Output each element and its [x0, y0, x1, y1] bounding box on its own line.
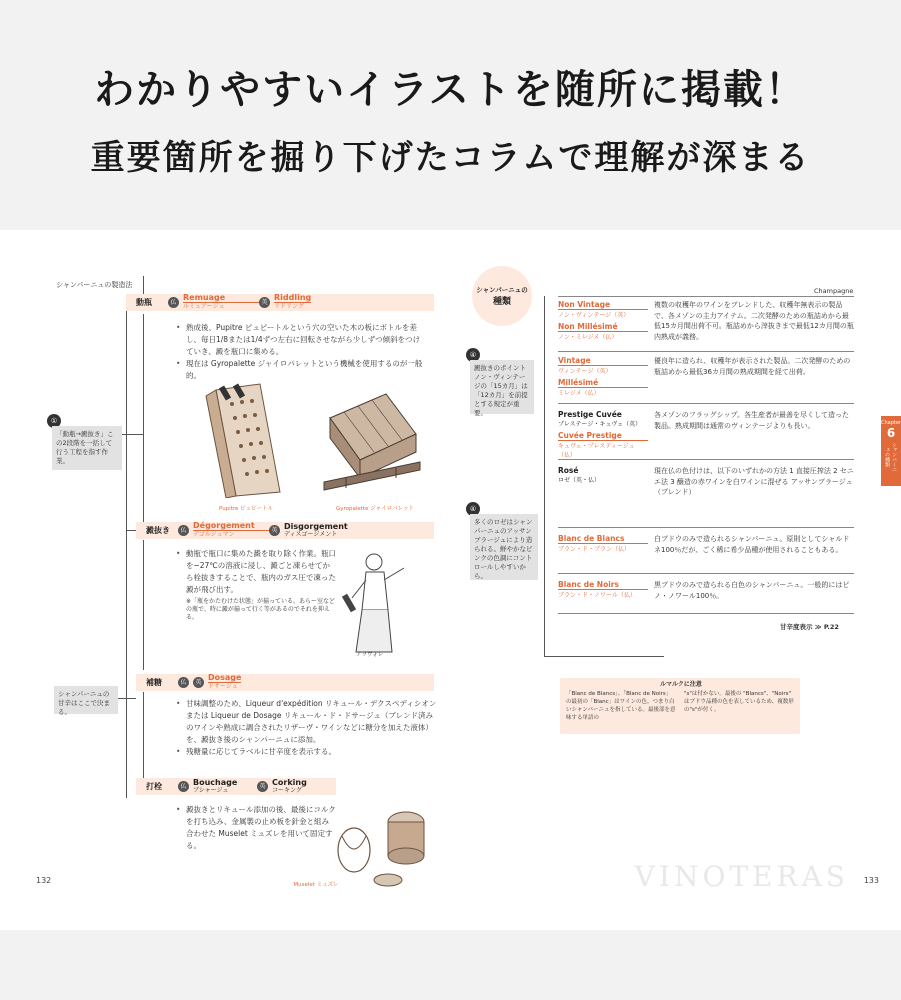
type-row-blanc-de-noirs: Blanc de Noirs ブラン・ド・ノワール（仏） 黒ブドウのみで造られる白色のシャンパーニュ。一般的にはピノ・ノワール100％。 [558, 580, 854, 614]
step-dosage-bullets: • 甘味調整のため、Liqueur d'expédition リキュール・デクスペディシオンまたは Liqueur de Dosage リキュール・ド・ドサージュ（ブレンド済みのワインや熟成に調合されたリザーヴ・ワインなどに糖分を加えた液体）を、澱抜き後のシャンパーニュに添加。 • 残糖量に応じてラベルに甘辛度を表示する。 [176, 698, 438, 758]
note-box-right-2: 多くのロゼはシャンパーニュのアッサンブラージュにより造られる。鮮やかなピンクの色調にコントロールしやすいから。 [470, 514, 538, 580]
lang-en-badge: 英 [259, 297, 270, 308]
step-remuage [126, 294, 434, 311]
caption-alavolee: アラヴォレ [356, 652, 384, 658]
note-connector [118, 698, 136, 699]
types-circle: シャンパーニュの 種類 [472, 266, 532, 326]
column-left-text: 「Blanc de Blancs」、「Blanc de Noirs」の最初の「Blanc」はワインの色。つまり白いシャンパーニュを指している。最後部を意味する単語の [566, 691, 676, 721]
note-box-right-1: 澱抜きのポイント ノン・ヴィンテージの「15カ月」は「12カ月」を前提とする規定が重要。 [470, 360, 534, 414]
caption-muselet: Muselet ミュズレ [293, 882, 339, 888]
gyropalette-illustration [316, 388, 426, 496]
step-dosage: 補糖 仏 英 Dosage ドサージュ [136, 674, 434, 691]
lang-fr-badge: 仏 [168, 297, 179, 308]
step-remuage-bullets [176, 322, 426, 382]
header-rule [558, 296, 854, 297]
page-number-right: 133 [863, 876, 879, 885]
pupitre-illustration [196, 382, 286, 498]
note-number-right-1: ④ [466, 348, 480, 362]
step-name: 動瓶 [136, 298, 152, 307]
column-box [560, 678, 800, 734]
left-page-header: シャンパーニュの製造法 [56, 281, 133, 289]
right-page [450, 230, 901, 930]
book-spread [0, 230, 901, 930]
note-number-right-2: ④ [466, 502, 480, 516]
column-right-text: "s"は付かない。最後の "Blancs"、"Noirs" はブドウ品種の色を表しているため、複数形の"s"が付く。 [684, 691, 794, 713]
type-row-nonvintage: Non Vintage ノン・ヴィンテージ（英） Non Millésimé ノン・ミレジメ（仏） 複数の収穫年のワインをブレンドした、収穫年無表示の製品で、各メゾンの主力アイテム。二次発酵のための瓶詰めから最低15カ月間出荷不可。瓶詰めから滓抜きまで最低12カ月間の瓶内熟成が義務。 [558, 300, 854, 352]
right-page-header: Champagne [814, 287, 854, 295]
step-degorgement: 澱抜き 仏 Dégorgement デゴルジュマン 英 Disgorgement ディスゴージメント [136, 522, 434, 539]
column-connector [544, 656, 664, 657]
type-row-vintage: Vintage ヴィンテージ（英） Millésimé ミレジメ（仏） 優良年に造られ、収穫年が表示された製品。二次発酵のための瓶詰めから最低36カ月間の熟成期間を経て出荷。 [558, 356, 854, 404]
type-row-prestige: Prestige Cuvée プレステージ・キュヴェ（英） Cuvée Prestige キュヴェ・プレスティージュ（仏） 各メゾンのフラッグシップ。各生産者が最善を尽くして造った製品。熟成期間は通常のヴィンテージよりも長い。 [558, 410, 854, 460]
headline-2: 重要箇所を掘り下げたコラムで理解が深まる [90, 138, 811, 178]
types-timeline [544, 296, 545, 656]
caption-pupitre: Pupitre ピュピートル [219, 506, 273, 512]
muselet-illustration [334, 792, 434, 888]
note-connector [122, 434, 144, 435]
reference-link[interactable]: 甘辛度表示 ≫ P.22 [780, 623, 839, 631]
step-degorgement-bullets: • 動瓶で瓶口に集めた澱を取り除く作業。瓶口を−27℃の溶液に浸し、澱ごと凍らせてから栓抜きすることで、瓶内のガス圧で凍った澱が飛び出す。 [176, 548, 336, 596]
timeline-branch-1 [143, 314, 144, 524]
step-degorgement-note: ※「瓶をかたむけた状態」が揃っている。あらー室などの瓶で、時に澱が揃って行く等があるのでそれを抑える。 [186, 598, 336, 621]
caption-gyropalette: Gyropalette ジャイロパレット [335, 506, 415, 512]
bullet: • 熟成後、Pupitre ピュピートルという穴の空いた木の板にボトルを差し、毎日1/8または1/4ずつ左右に回転させながら少しずつ傾斜をつけていき、澱を瓶口に集める。 [176, 322, 426, 358]
term-fr: Remuage ルミュアージュ [183, 294, 259, 311]
timeline-tick [126, 530, 136, 531]
note-box-1: 「動瓶→澱抜き」この2段階を一括して行う工程を指す作業。 [52, 426, 122, 470]
column-title: ルマルクに注意 [660, 681, 702, 688]
note-box-2: シャンパーニュの甘辛はここで決まる。 [54, 686, 118, 714]
timeline-branch-3 [143, 692, 144, 792]
timeline-branch-2 [143, 540, 144, 670]
note-number: ① [47, 414, 61, 428]
term-en: Riddling リドリング [274, 293, 312, 310]
chapter-tab: Chapter 6 シャンパーニュの種類 [881, 416, 901, 486]
sommelier-illustration [340, 548, 410, 658]
type-row-blanc-de-blancs: Blanc de Blancs ブラン・ド・ブラン（仏） 白ブドウのみで造られるシャンパーニュ。原則としてシャルドネ100％だが、ごく稀に希少品種が使用されることもある。 [558, 534, 854, 574]
watermark: VINOTERAS [634, 860, 849, 893]
page-number-left: 132 [36, 876, 52, 885]
bullet: • 現在は Gyropalette ジャイロパレットという機械を使用するのが一般的。 [176, 358, 426, 382]
type-row-rose: Rosé ロゼ（英・仏） 現在仏の色付けは、以下のいずれかの方法 1 直接圧搾法 2 セニエ法 3 醸造の赤ワインを白ワインに混ぜる アッサンブラージュ（ブレンド） [558, 466, 854, 528]
step-bouchage-bullets: • 澱抜きとリキュール添加の後、最後にコルクを打ち込み、金属製の止め板を針金と組み合わせた Muselet ミュズレを用いて固定する。 [176, 804, 336, 852]
left-page [0, 230, 450, 930]
step-bouchage: 打栓 仏 Bouchage ブシャージュ 英 Corking コーキング [136, 778, 336, 795]
headline-1: わかりやすいイラストを随所に掲載！ [94, 66, 807, 113]
timeline-main [126, 302, 127, 798]
